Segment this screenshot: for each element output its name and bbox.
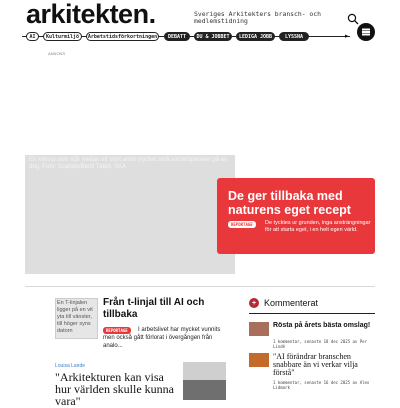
search-icon[interactable] (347, 13, 359, 25)
commented-title[interactable]: Rösta på årets bästa omslag! (273, 322, 371, 329)
article-lead: I arbetslivet har mycket vunnits men också gått förlorat i övergången från analo... (103, 327, 221, 349)
ad-label: ANNONS (48, 51, 66, 56)
hero-tag: REPORTAGE (228, 221, 256, 228)
nav-item-kulturmiljo[interactable]: Kulturmiljö (43, 32, 82, 41)
article-author[interactable]: Louisa Lande (55, 363, 86, 369)
commented-item[interactable] (249, 322, 375, 350)
hero-title[interactable]: De ger tillbaka med naturens eget recept (228, 189, 351, 217)
section-divider (25, 286, 375, 287)
article-image-alt: En T-linjalen ligger på en vit yta till vänster, till höger syns datorn (57, 300, 93, 334)
article-title-opinion[interactable]: "Arkitekturen kan visa hur världen skulle kunna vara" (55, 370, 174, 408)
sidebar-title: Kommenterat (264, 298, 319, 308)
nav-item-lyssna[interactable]: LYSSNA (279, 32, 309, 41)
commented-thumbnail[interactable] (249, 353, 269, 367)
article-image[interactable] (55, 298, 98, 339)
hamburger-icon (362, 31, 370, 32)
hero-card[interactable] (217, 178, 375, 254)
nav-item-du-och-jobbet[interactable]: DU & JOBBET (194, 32, 232, 41)
commented-item[interactable] (249, 353, 375, 393)
article-title[interactable]: Från t-linjal till AI och tillbaka (103, 297, 205, 320)
hero-image[interactable] (25, 155, 235, 274)
nav-item-ai[interactable]: AI (26, 32, 39, 41)
nav-item-lediga-jobb[interactable]: LEDIGA JOBB (236, 32, 275, 41)
hero-image-alt: En kvinna som står mellan ett stort antal mycket små solcellspaneler på en äng. Foto: Scanpix/Bertil Tidén, SKA (29, 157, 228, 170)
commented-meta: 1 kommentar, senaste 18 dec 2025 av Per Lindé (273, 339, 367, 349)
article-tag: REPORTAGE (103, 327, 131, 334)
plus-icon: + (249, 298, 259, 308)
site-tagline: Sveriges Arkitekters bransch- och medlemstidning (194, 10, 321, 25)
article-image-opinion[interactable] (183, 362, 226, 400)
commented-thumbnail[interactable] (249, 322, 269, 336)
nav-arrow-icon: ▸ (345, 33, 349, 40)
menu-button[interactable] (357, 23, 375, 41)
site-logo[interactable]: arkitekten. (26, 0, 156, 29)
commented-title[interactable]: "AI förändrar branschen snabbare än vi verkar vilja förstå" (273, 352, 358, 377)
commented-meta: 1 kommentar, senaste 16 dec 2025 av Alex Lidmark (273, 380, 370, 390)
sidebar-line (249, 313, 375, 314)
nav-item-debatt[interactable]: DEBATT (164, 32, 190, 41)
nav-item-arbetstidsforkortningen[interactable]: Arbetstidsförkortningen (87, 33, 158, 40)
hero-lead: De tycktes ur grunden, inga ansträngningar för att starta eget, i en helt egen värld. (265, 220, 371, 233)
sidebar-header (249, 298, 318, 308)
